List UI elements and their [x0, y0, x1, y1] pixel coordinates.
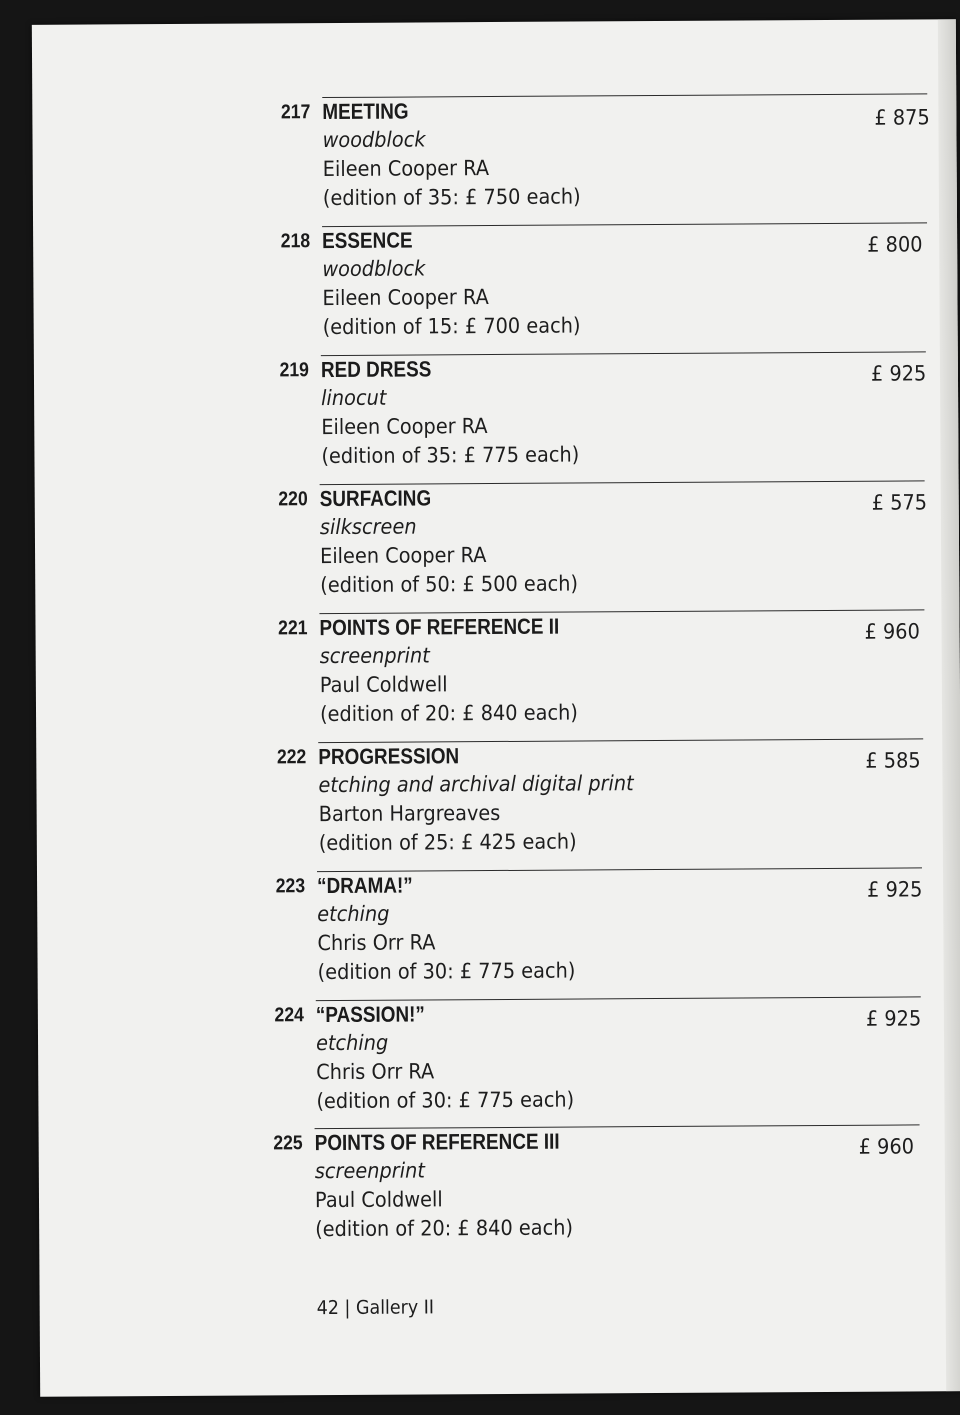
entry-rule	[320, 480, 925, 485]
entry-rule	[317, 867, 922, 872]
entry-medium: etching	[315, 1030, 389, 1056]
entry-medium: etching	[317, 901, 390, 927]
entry-medium: woodblock	[322, 127, 426, 153]
entry-title: “PASSION!”	[315, 1001, 425, 1028]
entry-rule	[318, 738, 923, 743]
entry-price: £ 960	[864, 619, 920, 644]
entry-artist: Eileen Cooper RA	[322, 285, 489, 311]
entry-number: 221	[278, 617, 308, 640]
entry-number: 219	[279, 359, 309, 382]
entry-number: 217	[280, 101, 311, 124]
entry-rule	[316, 996, 921, 1001]
entry-number: 222	[276, 746, 307, 769]
entry-rule	[322, 222, 927, 227]
entry-medium: etching and archival digital print	[318, 771, 634, 798]
entry-edition: (edition of 25: £ 425 each)	[318, 829, 577, 856]
entry-edition: (edition of 30: £ 775 each)	[317, 958, 576, 985]
entry-title: “DRAMA!”	[317, 872, 413, 899]
entry-edition: (edition of 15: £ 700 each)	[322, 313, 581, 340]
entry-title: ESSENCE	[322, 227, 413, 254]
entry-medium: linocut	[321, 385, 387, 411]
entry-artist: Paul Coldwell	[314, 1187, 443, 1213]
entry-number: 223	[275, 875, 306, 898]
entry-rule	[315, 1124, 920, 1129]
entry-title: SURFACING	[319, 485, 432, 512]
entry-price: £ 575	[871, 490, 928, 515]
entry-rule	[319, 609, 924, 614]
entry-edition: (edition of 50: £ 500 each)	[320, 571, 579, 598]
entry-price: £ 925	[867, 877, 923, 902]
page-edge	[938, 19, 960, 1391]
entry-price: £ 925	[865, 1006, 922, 1031]
entry-artist: Paul Coldwell	[319, 672, 448, 698]
entry-price: £ 800	[867, 232, 923, 257]
entry-rule	[322, 93, 927, 98]
entry-title: PROGRESSION	[318, 743, 460, 770]
entry-medium: screenprint	[314, 1158, 425, 1184]
entry-price: £ 585	[865, 748, 921, 773]
entry-artist: Chris Orr RA	[316, 1059, 435, 1085]
entry-edition: (edition of 30: £ 775 each)	[316, 1087, 575, 1114]
catalogue-page	[32, 19, 960, 1397]
entry-artist: Eileen Cooper RA	[319, 543, 487, 569]
entry-rule	[321, 351, 926, 356]
entry-edition: (edition of 35: £ 750 each)	[322, 184, 581, 211]
entry-medium: silkscreen	[319, 514, 417, 540]
entry-artist: Barton Hargreaves	[318, 800, 501, 827]
entry-price: £ 875	[874, 105, 930, 130]
entry-title: POINTS OF REFERENCE III	[314, 1128, 560, 1156]
entry-edition: (edition of 35: £ 775 each)	[321, 442, 580, 469]
page-footer: 42 | Gallery II	[316, 1296, 435, 1320]
entry-price: £ 960	[858, 1134, 915, 1159]
entry-medium: screenprint	[319, 643, 430, 669]
entry-artist: Eileen Cooper RA	[322, 156, 490, 182]
entry-artist: Eileen Cooper RA	[321, 414, 488, 440]
entry-medium: woodblock	[322, 256, 426, 282]
entry-number: 220	[278, 488, 308, 511]
entry-number: 224	[274, 1004, 304, 1027]
entry-title: POINTS OF REFERENCE II	[319, 613, 560, 641]
entry-number: 225	[273, 1132, 303, 1155]
entry-edition: (edition of 20: £ 840 each)	[319, 700, 578, 727]
entry-number: 218	[280, 230, 311, 253]
entry-artist: Chris Orr RA	[317, 930, 436, 956]
entry-title: MEETING	[322, 98, 409, 125]
entry-price: £ 925	[870, 361, 927, 386]
entry-edition: (edition of 20: £ 840 each)	[315, 1215, 574, 1242]
entry-title: RED DRESS	[320, 356, 432, 383]
